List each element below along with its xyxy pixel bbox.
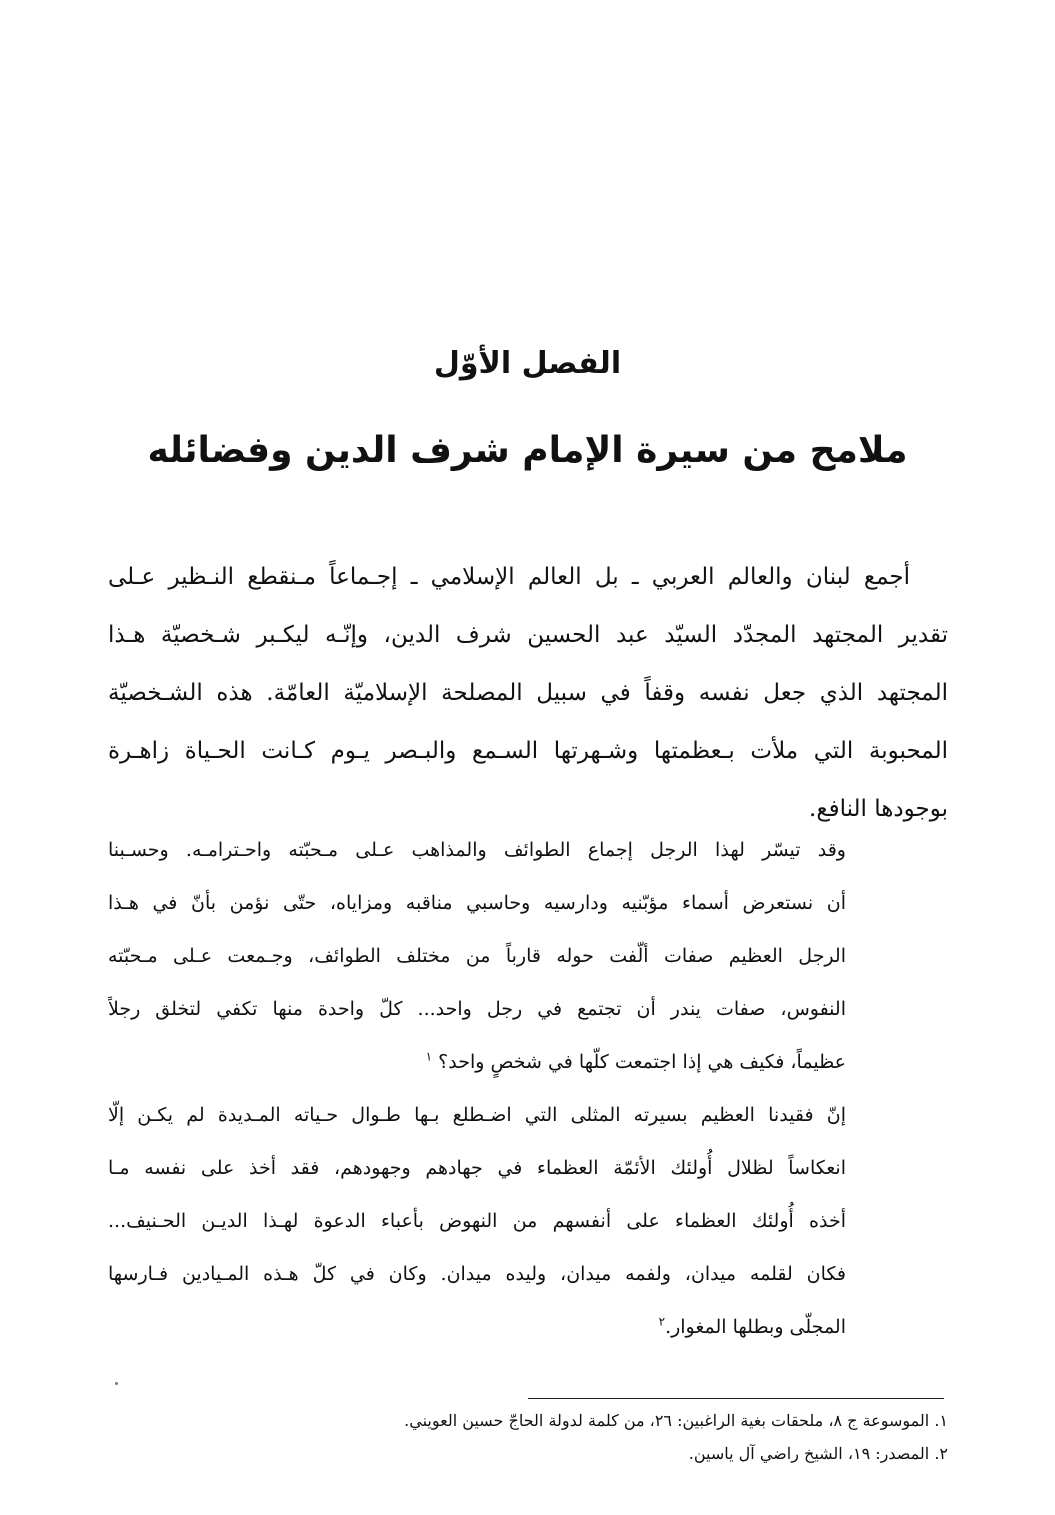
quote-line: إنّ فقيدنا العظيم بسيرته المثلى التي اضـطلع بـها طـوال حـياته المـديدة لم يكـن إلّا xyxy=(108,1104,846,1126)
footnotes xyxy=(108,1404,948,1470)
footnote-marker-1: ١ xyxy=(425,1049,433,1064)
print-speck xyxy=(115,1382,118,1385)
quote-line-text: عظيماً، فكيف هي إذا اجتمعت كلّها في شخصٍ واحد؟ xyxy=(438,1051,846,1073)
chapter-title: ملامح من سيرة الإمام شرف الدين وفضائله xyxy=(147,430,908,471)
quoted-block xyxy=(108,824,846,1354)
quote-line: أن نستعرض أسماء مؤبّنيه ودارسيه وحاسبي مناقبه ومزاياه، حتّى نؤمن بأنّ في هـذا xyxy=(108,892,846,914)
quote-line: النفوس، صفات يندر أن تجتمع في رجل واحد... كلّ واحدة منها تكفي لتخلق رجلاً xyxy=(108,998,846,1020)
footnote-marker-2: ٢ xyxy=(658,1314,666,1329)
quote-line-with-note xyxy=(108,1036,846,1089)
quote-line: أخذه أُولئك العظماء على أنفسهم من النهوض بأعباء الدعوة لهـذا الديـن الحـنيف... xyxy=(108,1210,846,1232)
quote-line-with-note xyxy=(108,1301,846,1354)
footnote-1: ١. الموسوعة ج ٨، ملحقات بغية الراغبين: ٢٦، من كلمة لدولة الحاجّ حسين العويني. xyxy=(404,1411,948,1430)
footnote-2: ٢. المصدر: ١٩، الشيخ راضي آل ياسين. xyxy=(688,1444,948,1463)
intro-line: تقدير المجتهد المجدّد السيّد عبد الحسين شرف الدين، وإنّـه ليكـبر شـخصيّة هـذا xyxy=(108,622,948,648)
intro-paragraph xyxy=(108,548,948,838)
intro-line: بوجودها النافع. xyxy=(809,796,948,822)
quote-line: وقد تيسّر لهذا الرجل إجماع الطوائف والمذاهب عـلى مـحبّته واحـترامـه. وحسـبنا xyxy=(108,839,846,861)
intro-line: أجمع لبنان والعالم العربي ـ بل العالم الإسلامي ـ إجـماعاً مـنقطع النـظير عـلى xyxy=(108,564,910,590)
quote-line: الرجل العظيم صفات ألّفت حوله قارباً من مختلف الطوائف، وجـمعت عـلى مـحبّته xyxy=(108,945,846,967)
footnote-divider xyxy=(528,1398,944,1399)
quote-line: انعكاساً لظلال أُولئك الأئمّة العظماء في جهادهم وجهودهم، فقد أخذ على نفسه مـا xyxy=(108,1157,846,1179)
chapter-label: الفصل الأوّل xyxy=(433,346,622,381)
intro-line: المحبوبة التي ملأت بـعظمتها وشـهرتها السـمع والبـصر يـوم كـانت الحـياة زاهـرة xyxy=(108,738,948,764)
quote-line-text: المجلّى وبطلها المغوار. xyxy=(665,1316,846,1338)
intro-line: المجتهد الذي جعل نفسه وقفاً في سبيل المصلحة الإسلاميّة العامّة. هذه الشـخصيّة xyxy=(108,680,948,706)
quote-line: فكان لقلمه ميدان، ولفمه ميدان، وليده ميدان. وكان في كلّ هـذه المـيادين فـارسها xyxy=(108,1263,846,1285)
